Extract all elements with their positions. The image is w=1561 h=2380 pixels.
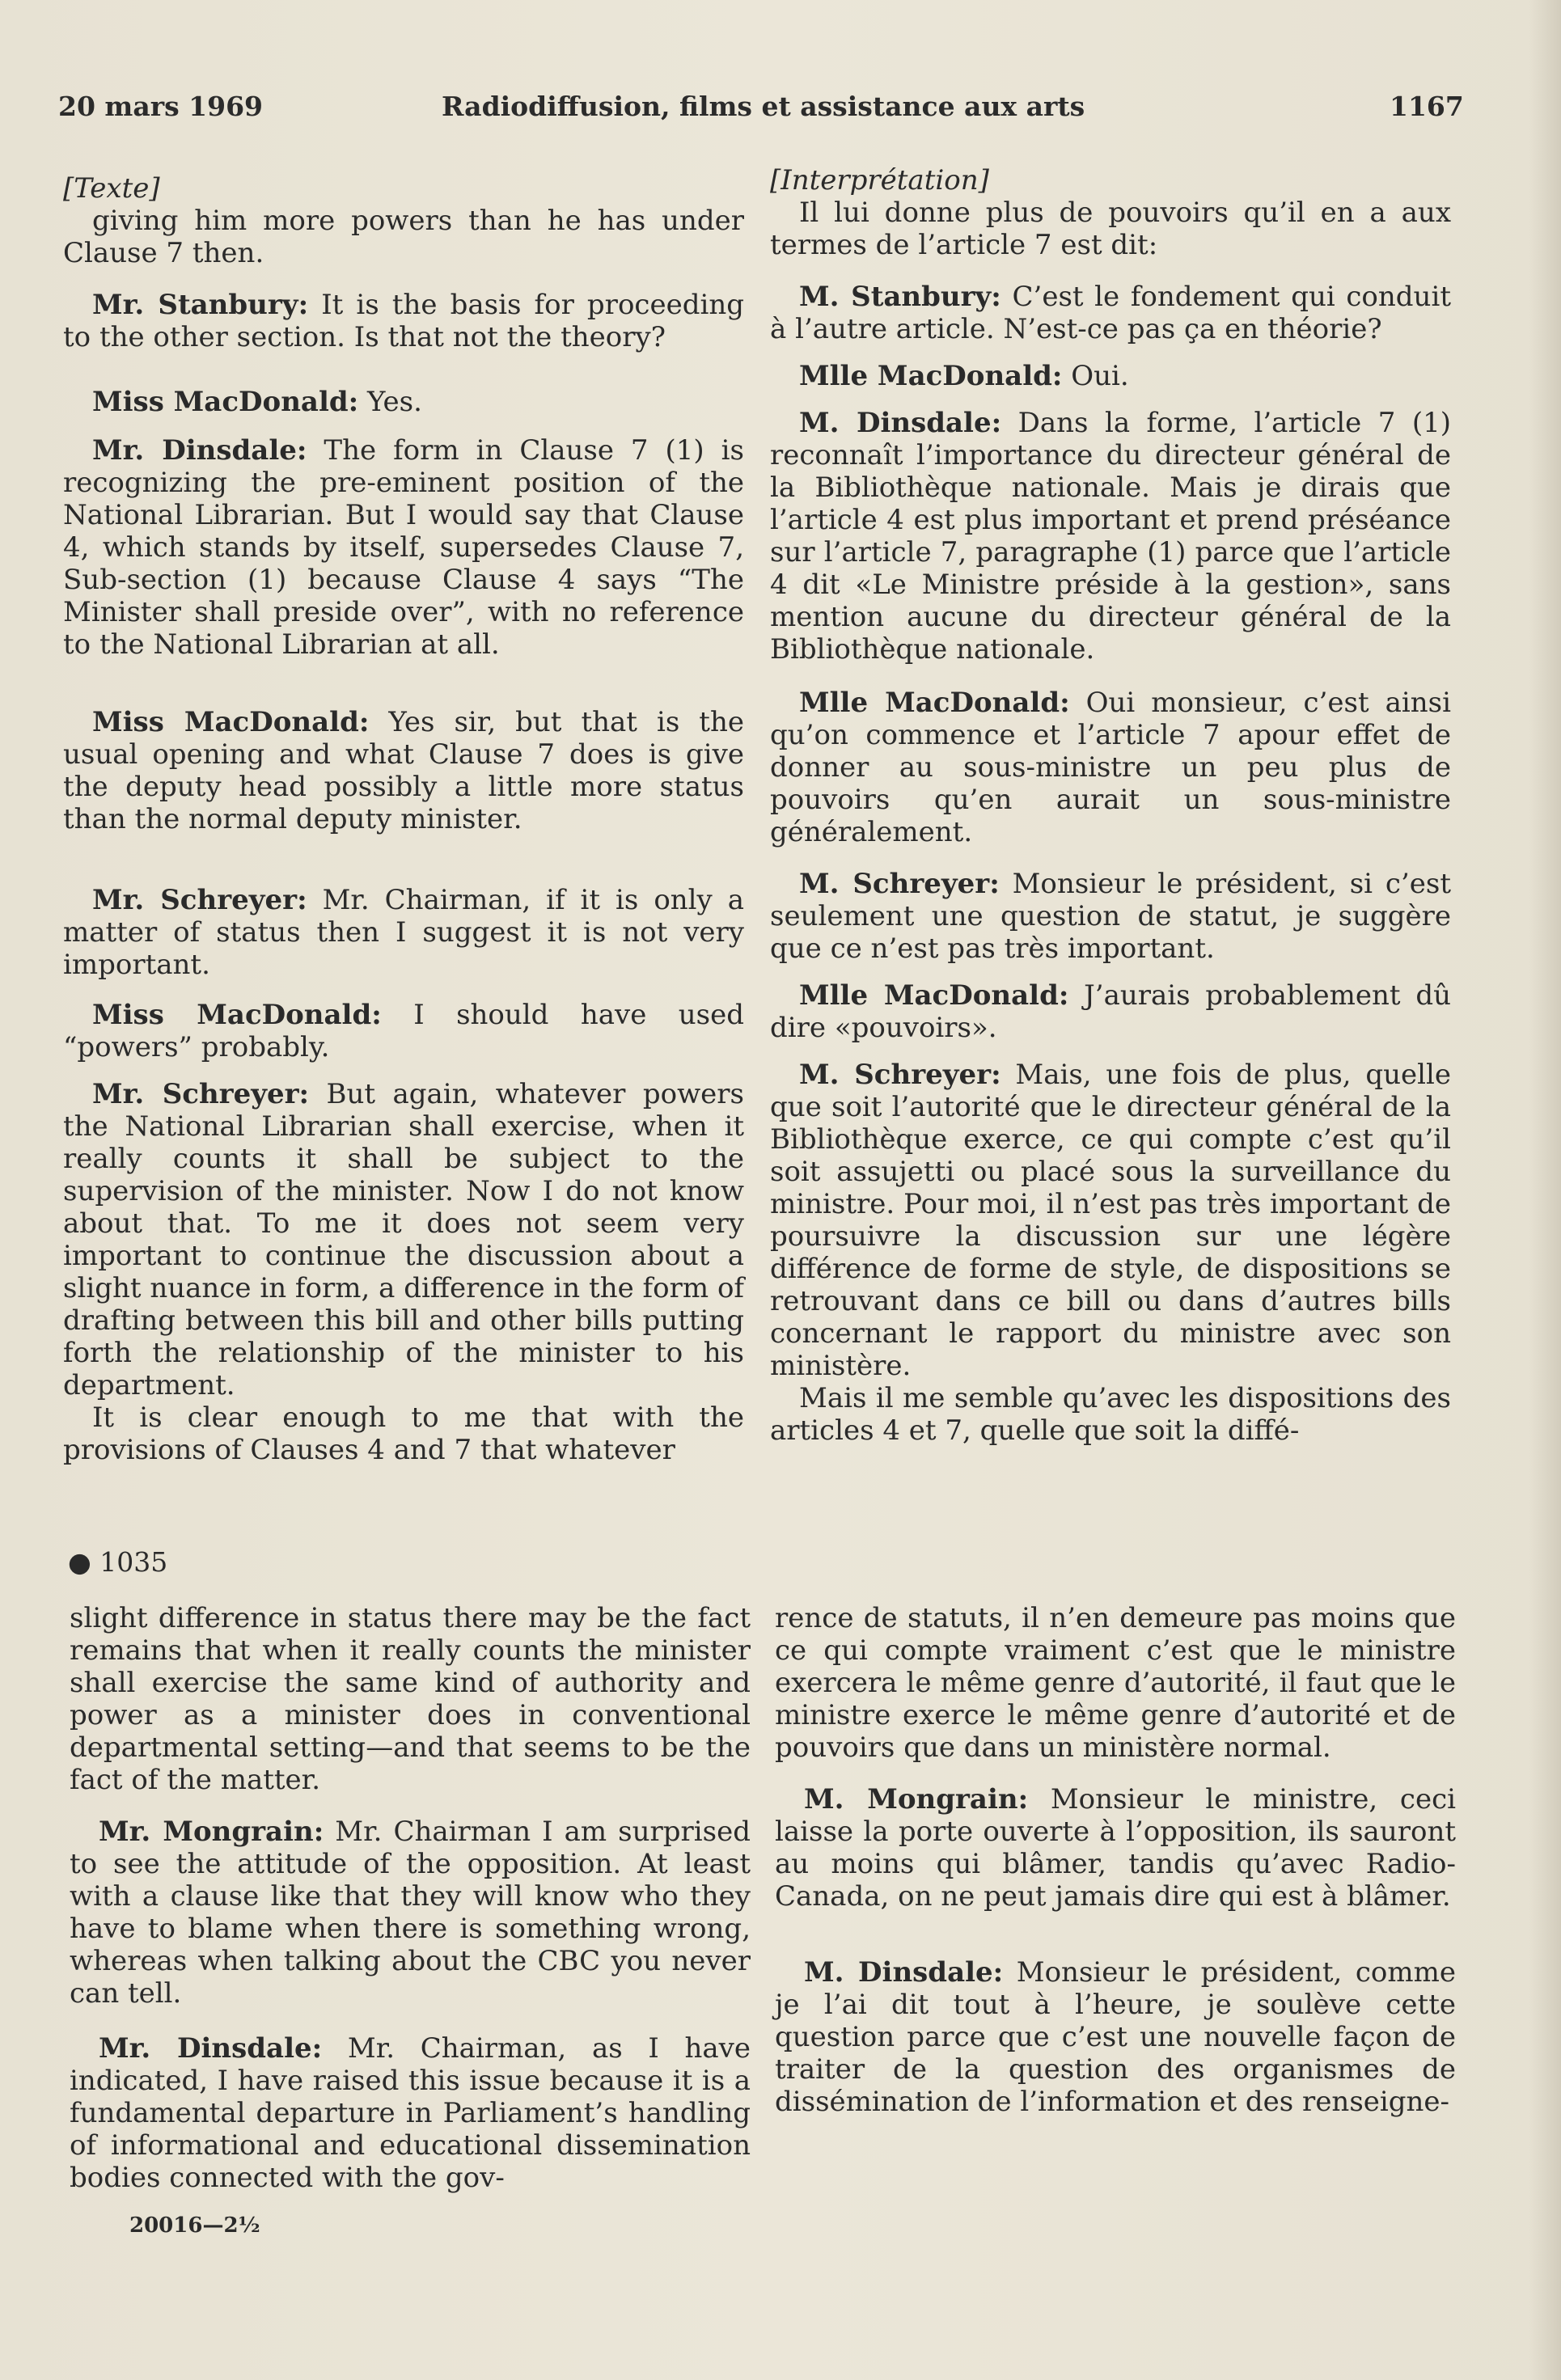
text-paragraph bbox=[770, 1382, 1451, 1447]
text-paragraph bbox=[63, 1401, 744, 1466]
speech-paragraph bbox=[770, 407, 1451, 666]
speech-paragraph bbox=[63, 999, 744, 1063]
speech-paragraph bbox=[775, 1956, 1456, 2118]
text-paragraph bbox=[63, 205, 744, 269]
paragraph-text: Mais, une fois de plus, quelle que soit l’autorité que le directeur général de la Bibliothèque exerce, ce qui compte c’est qu’il soit assujetti ou placé sous la surveillance du ministre. Pour moi, il n’est pas très important de poursuivre la discussion sur une légère différence de forme de style, de dispositions se retrouvant dans ce bill ou dans d’autres bills concernant le rapport du ministre avec son ministère. bbox=[770, 1059, 1452, 1382]
speaker-name: Mlle MacDonald: bbox=[799, 687, 1070, 719]
speaker-name: Mr. Dinsdale: bbox=[99, 2032, 323, 2065]
speech-paragraph bbox=[63, 884, 744, 981]
paragraph-text: It is clear enough to me that with the provisions of Clauses 4 and 7 that whatever bbox=[63, 1401, 744, 1466]
speech-paragraph bbox=[770, 1059, 1451, 1382]
header-page-number: 1167 bbox=[1390, 91, 1464, 122]
speech-paragraph bbox=[770, 979, 1451, 1044]
text-paragraph bbox=[775, 1602, 1456, 1764]
speech-paragraph bbox=[63, 289, 744, 353]
paragraph-text: Monsieur le président, comme je l’ai dit tout à l’heure, je soulève cette question parce que c’est une nouvelle façon de traiter de la question des organismes de dissémination de l’information et des renseigne- bbox=[775, 1956, 1456, 2118]
paragraph-text: giving him more powers than he has under Clause 7 then. bbox=[63, 205, 744, 269]
right-column-bottom bbox=[775, 1602, 1456, 2118]
paragraph-text: rence de statuts, il n’en demeure pas moins que ce qui compte vraiment c’est que le ministre exercera le même genre d’autorité, il faut que le ministre exerce le même genre d’autorité et de pouvoirs que dans un ministère normal. bbox=[775, 1602, 1456, 1764]
text-paragraph bbox=[770, 164, 1451, 197]
paragraph-text: [Texte] bbox=[63, 172, 160, 205]
speech-paragraph bbox=[70, 1816, 751, 2010]
paragraph-text: C’est le fondement qui conduit à l’autre article. N’est-ce pas ça en théorie? bbox=[770, 281, 1451, 345]
header-title: Radiodiffusion, films et assistance aux arts bbox=[442, 91, 1085, 122]
speech-paragraph bbox=[63, 434, 744, 661]
text-paragraph bbox=[770, 197, 1451, 261]
speaker-name: Mr. Schreyer: bbox=[92, 1078, 310, 1110]
paragraph-text: Mais il me semble qu’avec les dispositions des articles 4 et 7, quelle que soit la diffé- bbox=[770, 1382, 1451, 1447]
paragraph-text: The form in Clause 7 (1) is recognizing the pre-eminent position of the National Librarian. But I would say that Clause 4, which stands by itself, supersedes Clause 7, Sub-section (1) because Clause 4 says “The Minister shall preside over”, with no reference to the National Librarian at all. bbox=[63, 434, 744, 661]
speech-paragraph bbox=[770, 281, 1451, 345]
paragraph-text: Dans la forme, l’article 7 (1) reconnaît l’importance du directeur général de la Bibliothèque nationale. Mais je dirais que l’article 4 est plus important et prend préséance sur l’article 7, paragraphe (1) parce que l’article 4 dit «Le Ministre préside à la gestion», sans mention aucune du directeur général de la Bibliothèque nationale. bbox=[770, 407, 1451, 666]
paragraph-text: Yes sir, but that is the usual opening and what Clause 7 does is give the deputy head possibly a little more status than the normal deputy minister. bbox=[63, 706, 744, 835]
text-paragraph bbox=[63, 172, 744, 205]
paragraph-text: Oui. bbox=[1062, 360, 1129, 392]
speech-paragraph bbox=[63, 706, 744, 835]
speech-paragraph bbox=[770, 868, 1451, 965]
speaker-name: Mlle MacDonald: bbox=[799, 360, 1063, 392]
footer-code: 20016—2½ bbox=[129, 2213, 260, 2238]
paragraph-text: slight difference in status there may be the fact remains that when it really counts the minister shall exercise the same kind of authority and power as a minister does in conventional departmental setting—and that seems to be the fact of the matter. bbox=[70, 1602, 751, 1796]
paragraph-text: Mr. Chairman, as I have indicated, I have raised this issue because it is a fundamental departure in Parliament’s handling of informational and educational dissemination bodies connected with the gov- bbox=[70, 2032, 751, 2194]
speaker-name: Miss MacDonald: bbox=[92, 386, 359, 418]
speaker-name: M. Dinsdale: bbox=[799, 407, 1002, 439]
speech-paragraph bbox=[70, 2032, 751, 2194]
paragraph-text: Yes. bbox=[358, 386, 422, 418]
speaker-name: Mr. Schreyer: bbox=[92, 884, 307, 916]
speech-paragraph bbox=[63, 386, 744, 418]
paragraph-text: I should have used “powers” probably. bbox=[63, 999, 744, 1063]
speech-paragraph bbox=[63, 1078, 744, 1401]
paragraph-text: [Interprétation] bbox=[770, 164, 989, 197]
speech-paragraph bbox=[775, 1783, 1456, 1913]
speaker-name: M. Schreyer: bbox=[799, 868, 1000, 900]
paragraph-text: Monsieur le ministre, ceci laisse la porte ouverte à l’opposition, ils sauront au moins qui blâmer, tandis qu’avec Radio-Canada, on ne peut jamais dire qui est à blâmer. bbox=[775, 1783, 1457, 1913]
paragraph-text: J’aurais probablement dû dire «pouvoirs». bbox=[770, 979, 1451, 1044]
page-edge-shadow bbox=[1529, 0, 1561, 2380]
speech-paragraph bbox=[770, 360, 1451, 392]
speaker-name: M. Schreyer: bbox=[799, 1059, 1001, 1091]
speaker-name: Mr. Dinsdale: bbox=[92, 434, 307, 467]
speaker-name: M. Dinsdale: bbox=[804, 1956, 1004, 1989]
speaker-name: M. Stanbury: bbox=[799, 281, 1001, 313]
speaker-name: Mlle MacDonald: bbox=[799, 979, 1069, 1012]
paragraph-text: It is the basis for proceeding to the other section. Is that not the theory? bbox=[63, 289, 744, 353]
paragraph-text: Mr. Chairman, if it is only a matter of status then I suggest it is not very important. bbox=[63, 884, 744, 981]
paragraph-text: Il lui donne plus de pouvoirs qu’il en a aux termes de l’article 7 est dit: bbox=[770, 197, 1451, 261]
paragraph-text: Monsieur le président, si c’est seulement une question de statut, je suggère que ce n’est pas très important. bbox=[770, 868, 1451, 965]
paragraph-text: But again, whatever powers the National Librarian shall exercise, when it really counts it shall be subject to the supervision of the minister. Now I do not know about that. To me it does not seem very important to continue the discussion about a slight nuance in form, a difference in the form of drafting between this bill and other bills putting forth the relationship of the minister to his department. bbox=[63, 1078, 744, 1401]
left-column-bottom bbox=[70, 1602, 751, 2194]
right-column-top bbox=[770, 164, 1451, 1447]
speech-paragraph bbox=[770, 687, 1451, 848]
time-marker: ● 1035 bbox=[68, 1546, 168, 1578]
speaker-name: Mr. Mongrain: bbox=[99, 1816, 324, 1848]
text-paragraph bbox=[70, 1602, 751, 1796]
paragraph-text: Mr. Chairman I am surprised to see the attitude of the opposition. At least with a clause like that they will know who they have to blame when there is something wrong, whereas when talking about the CBC you never can tell. bbox=[70, 1816, 751, 2010]
header-date: 20 mars 1969 bbox=[58, 91, 264, 122]
speaker-name: Mr. Stanbury: bbox=[92, 289, 309, 321]
paragraph-text: Oui monsieur, c’est ainsi qu’on commence et l’article 7 apour effet de donner au sous-ministre un peu plus de pouvoirs qu’en aurait un sous-ministre généralement. bbox=[770, 687, 1451, 848]
speaker-name: Miss MacDonald: bbox=[92, 706, 370, 738]
left-column-top bbox=[63, 172, 744, 1466]
speaker-name: Miss MacDonald: bbox=[92, 999, 382, 1031]
speaker-name: M. Mongrain: bbox=[804, 1783, 1029, 1816]
